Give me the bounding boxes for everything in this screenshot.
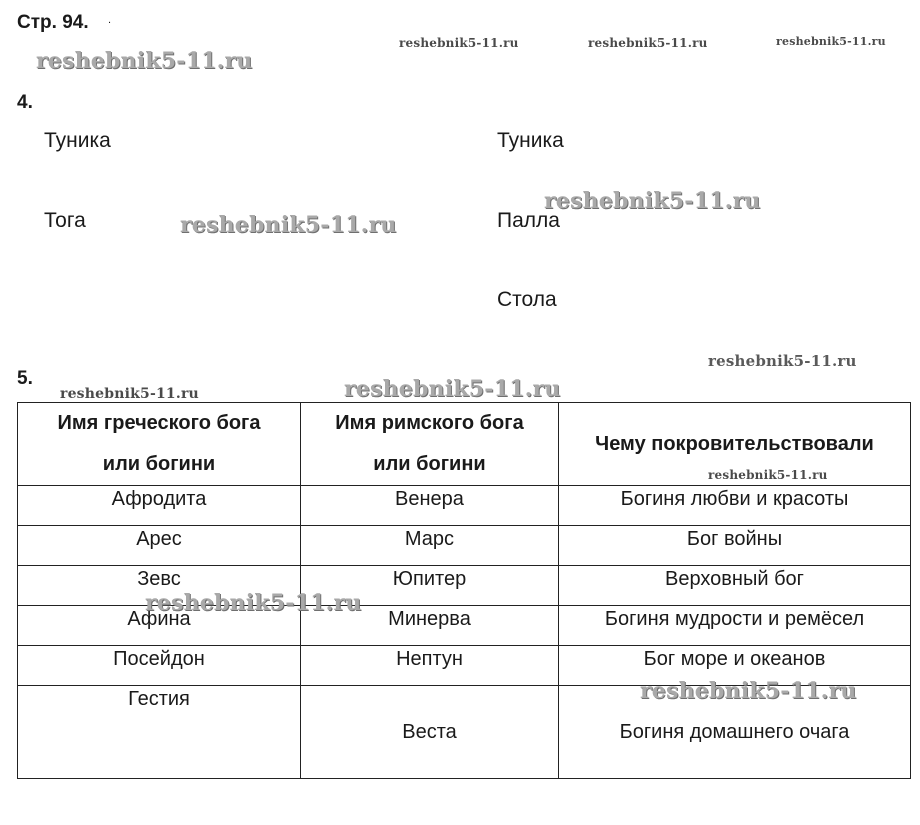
header-roman-line-1: Имя римского бога	[335, 412, 524, 434]
header-roman	[301, 403, 559, 486]
watermark: reshebnik5-11.ru	[36, 48, 253, 74]
cell-roman: Венера	[301, 486, 559, 526]
cell-roman: Нептун	[301, 646, 559, 686]
watermark: reshebnik5-11.ru	[60, 386, 199, 402]
watermark: reshebnik5-11.ru	[708, 468, 828, 482]
watermark: reshebnik5-11.ru	[344, 376, 561, 402]
cell-greek: Афина	[18, 606, 301, 646]
cell-roman: Марс	[301, 526, 559, 566]
header-roman-line-2: или богини	[373, 453, 486, 475]
clothing-right-3: Стола	[497, 288, 557, 311]
clothing-right-1: Туника	[497, 129, 564, 152]
watermark: reshebnik5-11.ru	[145, 590, 362, 616]
clothing-left-1: Туника	[44, 129, 111, 152]
watermark: reshebnik5-11.ru	[544, 188, 761, 214]
table-row	[18, 526, 911, 566]
cell-roman: Веста	[301, 686, 559, 779]
watermark: reshebnik5-11.ru	[640, 678, 857, 704]
task-4-number: 4.	[17, 92, 33, 113]
cell-greek: Посейдон	[18, 646, 301, 686]
cell-patron: Верховный бог	[559, 566, 911, 606]
cell-patron: Бог море и океанов	[559, 646, 911, 686]
clothing-left-2: Тога	[44, 209, 86, 232]
header-greek-line-2: или богини	[102, 453, 216, 475]
cell-roman: Юпитер	[301, 566, 559, 606]
cell-greek: Арес	[18, 526, 301, 566]
table-row	[18, 486, 911, 526]
cell-greek: Зевс	[18, 566, 301, 606]
cell-patron: Богиня любви и красоты	[559, 486, 911, 526]
watermark: reshebnik5-11.ru	[588, 36, 708, 50]
cell-greek: Гестия	[18, 686, 301, 779]
task-5-number: 5.	[17, 368, 33, 389]
header-greek	[18, 403, 301, 486]
cell-patron: Богиня мудрости и ремёсел	[559, 606, 911, 646]
cell-patron: Богиня домашнего очага	[559, 686, 911, 779]
header-patron: Чему покровительствовали	[559, 403, 911, 486]
cell-roman: Минерва	[301, 606, 559, 646]
watermark: reshebnik5-11.ru	[180, 212, 397, 238]
watermark: reshebnik5-11.ru	[708, 352, 857, 370]
cell-patron: Бог войны	[559, 526, 911, 566]
clothing-right-2: Палла	[497, 209, 560, 232]
header-greek-line-1: Имя греческого бога	[57, 412, 261, 434]
watermark: reshebnik5-11.ru	[776, 35, 886, 48]
cell-greek: Афродита	[18, 486, 301, 526]
watermark: reshebnik5-11.ru	[399, 36, 519, 50]
header-dot: .	[108, 14, 112, 26]
page-number: Стр. 94.	[17, 12, 89, 33]
